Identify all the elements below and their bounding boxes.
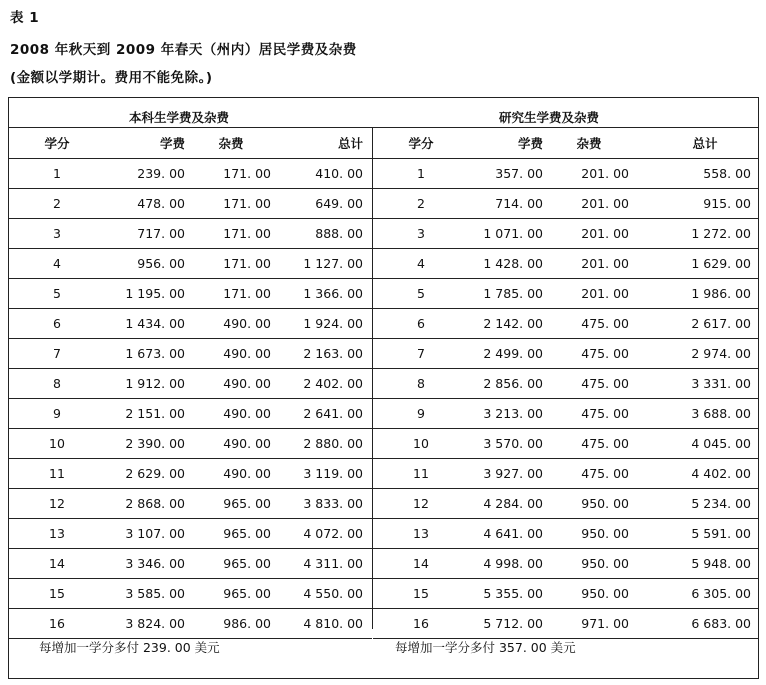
cell-fees: 965. 00 xyxy=(223,496,271,511)
table-row xyxy=(9,339,372,369)
cell-fees: 490. 00 xyxy=(223,316,271,331)
table-row xyxy=(373,279,759,309)
cell-fees: 950. 00 xyxy=(581,496,629,511)
table-row xyxy=(373,339,759,369)
cell-tuition: 1 912. 00 xyxy=(125,376,185,391)
cell-credits: 1 xyxy=(53,166,61,181)
table-row xyxy=(373,579,759,609)
cell-tuition: 956. 00 xyxy=(137,256,185,271)
cell-total: 2 163. 00 xyxy=(303,346,363,361)
graduate-fee-table xyxy=(373,127,759,639)
cell-fees: 201. 00 xyxy=(581,256,629,271)
cell-tuition: 239. 00 xyxy=(137,166,185,181)
cell-total: 3 119. 00 xyxy=(303,466,363,481)
cell-total: 4 402. 00 xyxy=(691,466,751,481)
cell-total: 1 924. 00 xyxy=(303,316,363,331)
cell-credits: 4 xyxy=(417,256,425,271)
table-row xyxy=(9,279,372,309)
cell-fees: 950. 00 xyxy=(581,526,629,541)
cell-credits: 13 xyxy=(413,526,429,541)
undergrad-section-title: 本科生学费及杂费 xyxy=(129,110,230,125)
cell-total: 2 641. 00 xyxy=(303,406,363,421)
cell-tuition: 2 151. 00 xyxy=(125,406,185,421)
cell-credits: 16 xyxy=(49,616,65,631)
cell-credits: 9 xyxy=(417,406,425,421)
cell-tuition: 3 927. 00 xyxy=(483,466,543,481)
table-row xyxy=(373,189,759,219)
cell-fees: 201. 00 xyxy=(581,286,629,301)
cell-credits: 12 xyxy=(49,496,65,511)
cell-total: 3 331. 00 xyxy=(691,376,751,391)
cell-tuition: 2 499. 00 xyxy=(483,346,543,361)
cell-credits: 2 xyxy=(53,196,61,211)
cell-total: 1 629. 00 xyxy=(691,256,751,271)
table-row xyxy=(9,429,372,459)
cell-total: 5 948. 00 xyxy=(691,556,751,571)
cell-tuition: 4 641. 00 xyxy=(483,526,543,541)
cell-fees: 475. 00 xyxy=(581,406,629,421)
cell-fees: 965. 00 xyxy=(223,556,271,571)
cell-fees: 201. 00 xyxy=(581,196,629,211)
cell-tuition: 2 629. 00 xyxy=(125,466,185,481)
table-row xyxy=(9,609,372,639)
cell-credits: 7 xyxy=(53,346,61,361)
graduate-section-title: 研究生学费及杂费 xyxy=(499,110,600,125)
cell-credits: 13 xyxy=(49,526,65,541)
cell-tuition: 717. 00 xyxy=(137,226,185,241)
cell-credits: 6 xyxy=(417,316,425,331)
cell-tuition: 1 785. 00 xyxy=(483,286,543,301)
table-row xyxy=(373,399,759,429)
cell-tuition: 5 712. 00 xyxy=(483,616,543,631)
table-row xyxy=(373,159,759,189)
cell-fees: 950. 00 xyxy=(581,556,629,571)
cell-tuition: 3 570. 00 xyxy=(483,436,543,451)
cell-total: 1 127. 00 xyxy=(303,256,363,271)
cell-fees: 490. 00 xyxy=(223,376,271,391)
cell-tuition: 3 585. 00 xyxy=(125,586,185,601)
cell-tuition: 357. 00 xyxy=(495,166,543,181)
cell-credits: 3 xyxy=(53,226,61,241)
cell-total: 3 833. 00 xyxy=(303,496,363,511)
cell-fees: 171. 00 xyxy=(223,286,271,301)
cell-fees: 171. 00 xyxy=(223,166,271,181)
cell-fees: 490. 00 xyxy=(223,436,271,451)
cell-credits: 15 xyxy=(49,586,65,601)
header-row xyxy=(9,127,372,159)
table-row xyxy=(9,489,372,519)
cell-fees: 950. 00 xyxy=(581,586,629,601)
table-row xyxy=(9,159,372,189)
cell-fees: 965. 00 xyxy=(223,586,271,601)
undergrad-fee-table xyxy=(9,127,372,639)
cell-total: 410. 00 xyxy=(315,166,363,181)
cell-credits: 3 xyxy=(417,226,425,241)
cell-total: 6 683. 00 xyxy=(691,616,751,631)
cell-tuition: 4 998. 00 xyxy=(483,556,543,571)
cell-credits: 5 xyxy=(417,286,425,301)
cell-total: 2 617. 00 xyxy=(691,316,751,331)
cell-total: 6 305. 00 xyxy=(691,586,751,601)
column-header-total: 总计 xyxy=(692,135,718,151)
table-row xyxy=(373,549,759,579)
cell-fees: 490. 00 xyxy=(223,406,271,421)
cell-credits: 2 xyxy=(417,196,425,211)
cell-fees: 490. 00 xyxy=(223,346,271,361)
table-row xyxy=(9,459,372,489)
cell-credits: 10 xyxy=(49,436,65,451)
column-header-fees: 杂费 xyxy=(576,135,602,151)
table-row xyxy=(9,369,372,399)
undergrad-footnote: 每增加一学分多付 239. 00 美元 xyxy=(39,640,220,655)
cell-tuition: 2 142. 00 xyxy=(483,316,543,331)
column-header-tuition: 学费 xyxy=(517,135,543,151)
table-row xyxy=(373,609,759,639)
cell-tuition: 714. 00 xyxy=(495,196,543,211)
cell-credits: 1 xyxy=(417,166,425,181)
cell-fees: 475. 00 xyxy=(581,466,629,481)
cell-tuition: 478. 00 xyxy=(137,196,185,211)
cell-credits: 16 xyxy=(413,616,429,631)
cell-total: 915. 00 xyxy=(703,196,751,211)
cell-fees: 965. 00 xyxy=(223,526,271,541)
cell-total: 4 311. 00 xyxy=(303,556,363,571)
cell-credits: 9 xyxy=(53,406,61,421)
cell-fees: 171. 00 xyxy=(223,256,271,271)
cell-credits: 5 xyxy=(53,286,61,301)
column-header-total: 总计 xyxy=(337,135,363,151)
cell-tuition: 1 428. 00 xyxy=(483,256,543,271)
cell-fees: 201. 00 xyxy=(581,226,629,241)
table-row xyxy=(373,519,759,549)
table-title: 2008 年秋天到 2009 年春天（州内）居民学费及杂费 xyxy=(10,42,357,58)
cell-fees: 171. 00 xyxy=(223,226,271,241)
cell-fees: 475. 00 xyxy=(581,376,629,391)
table-row xyxy=(9,189,372,219)
cell-total: 4 072. 00 xyxy=(303,526,363,541)
cell-tuition: 1 673. 00 xyxy=(125,346,185,361)
table-row xyxy=(9,219,372,249)
cell-credits: 7 xyxy=(417,346,425,361)
cell-fees: 171. 00 xyxy=(223,196,271,211)
table-row xyxy=(9,579,372,609)
cell-tuition: 2 856. 00 xyxy=(483,376,543,391)
cell-credits: 15 xyxy=(413,586,429,601)
cell-total: 3 688. 00 xyxy=(691,406,751,421)
cell-credits: 11 xyxy=(49,466,65,481)
table-row xyxy=(373,429,759,459)
cell-tuition: 1 434. 00 xyxy=(125,316,185,331)
table-row xyxy=(373,249,759,279)
table-row xyxy=(9,249,372,279)
column-header-credits: 学分 xyxy=(408,135,434,151)
cell-tuition: 3 824. 00 xyxy=(125,616,185,631)
table-row xyxy=(373,489,759,519)
column-header-tuition: 学费 xyxy=(159,135,185,151)
cell-tuition: 3 107. 00 xyxy=(125,526,185,541)
column-header-credits: 学分 xyxy=(44,135,70,151)
cell-total: 5 591. 00 xyxy=(691,526,751,541)
cell-total: 1 366. 00 xyxy=(303,286,363,301)
column-header-fees: 杂费 xyxy=(218,135,244,151)
graduate-footnote: 每增加一学分多付 357. 00 美元 xyxy=(395,640,576,655)
cell-total: 649. 00 xyxy=(315,196,363,211)
cell-tuition: 3 213. 00 xyxy=(483,406,543,421)
cell-total: 5 234. 00 xyxy=(691,496,751,511)
cell-fees: 201. 00 xyxy=(581,166,629,181)
table-row xyxy=(373,459,759,489)
table-label: 表 1 xyxy=(10,10,40,26)
cell-credits: 8 xyxy=(53,376,61,391)
cell-credits: 6 xyxy=(53,316,61,331)
table-row xyxy=(9,549,372,579)
cell-total: 4 045. 00 xyxy=(691,436,751,451)
cell-fees: 475. 00 xyxy=(581,346,629,361)
cell-tuition: 5 355. 00 xyxy=(483,586,543,601)
table-row xyxy=(9,399,372,429)
table-subtitle: (金额以学期计。费用不能免除。) xyxy=(10,70,213,86)
cell-credits: 4 xyxy=(53,256,61,271)
cell-credits: 11 xyxy=(413,466,429,481)
cell-total: 2 880. 00 xyxy=(303,436,363,451)
cell-tuition: 2 868. 00 xyxy=(125,496,185,511)
cell-total: 4 810. 00 xyxy=(303,616,363,631)
table-row xyxy=(373,369,759,399)
cell-total: 1 986. 00 xyxy=(691,286,751,301)
cell-credits: 14 xyxy=(49,556,65,571)
cell-total: 2 974. 00 xyxy=(691,346,751,361)
cell-total: 4 550. 00 xyxy=(303,586,363,601)
cell-fees: 475. 00 xyxy=(581,436,629,451)
cell-total: 1 272. 00 xyxy=(691,226,751,241)
cell-tuition: 2 390. 00 xyxy=(125,436,185,451)
table-row xyxy=(9,309,372,339)
cell-credits: 12 xyxy=(413,496,429,511)
cell-credits: 14 xyxy=(413,556,429,571)
cell-tuition: 1 071. 00 xyxy=(483,226,543,241)
cell-total: 888. 00 xyxy=(315,226,363,241)
cell-fees: 490. 00 xyxy=(223,466,271,481)
cell-credits: 10 xyxy=(413,436,429,451)
cell-fees: 986. 00 xyxy=(223,616,271,631)
cell-tuition: 4 284. 00 xyxy=(483,496,543,511)
cell-credits: 8 xyxy=(417,376,425,391)
header-row xyxy=(373,127,759,159)
cell-fees: 971. 00 xyxy=(581,616,629,631)
table-row xyxy=(373,219,759,249)
cell-fees: 475. 00 xyxy=(581,316,629,331)
cell-total: 2 402. 00 xyxy=(303,376,363,391)
cell-tuition: 3 346. 00 xyxy=(125,556,185,571)
cell-total: 558. 00 xyxy=(703,166,751,181)
table-row xyxy=(9,519,372,549)
table-row xyxy=(373,309,759,339)
cell-tuition: 1 195. 00 xyxy=(125,286,185,301)
fee-table xyxy=(8,97,759,679)
